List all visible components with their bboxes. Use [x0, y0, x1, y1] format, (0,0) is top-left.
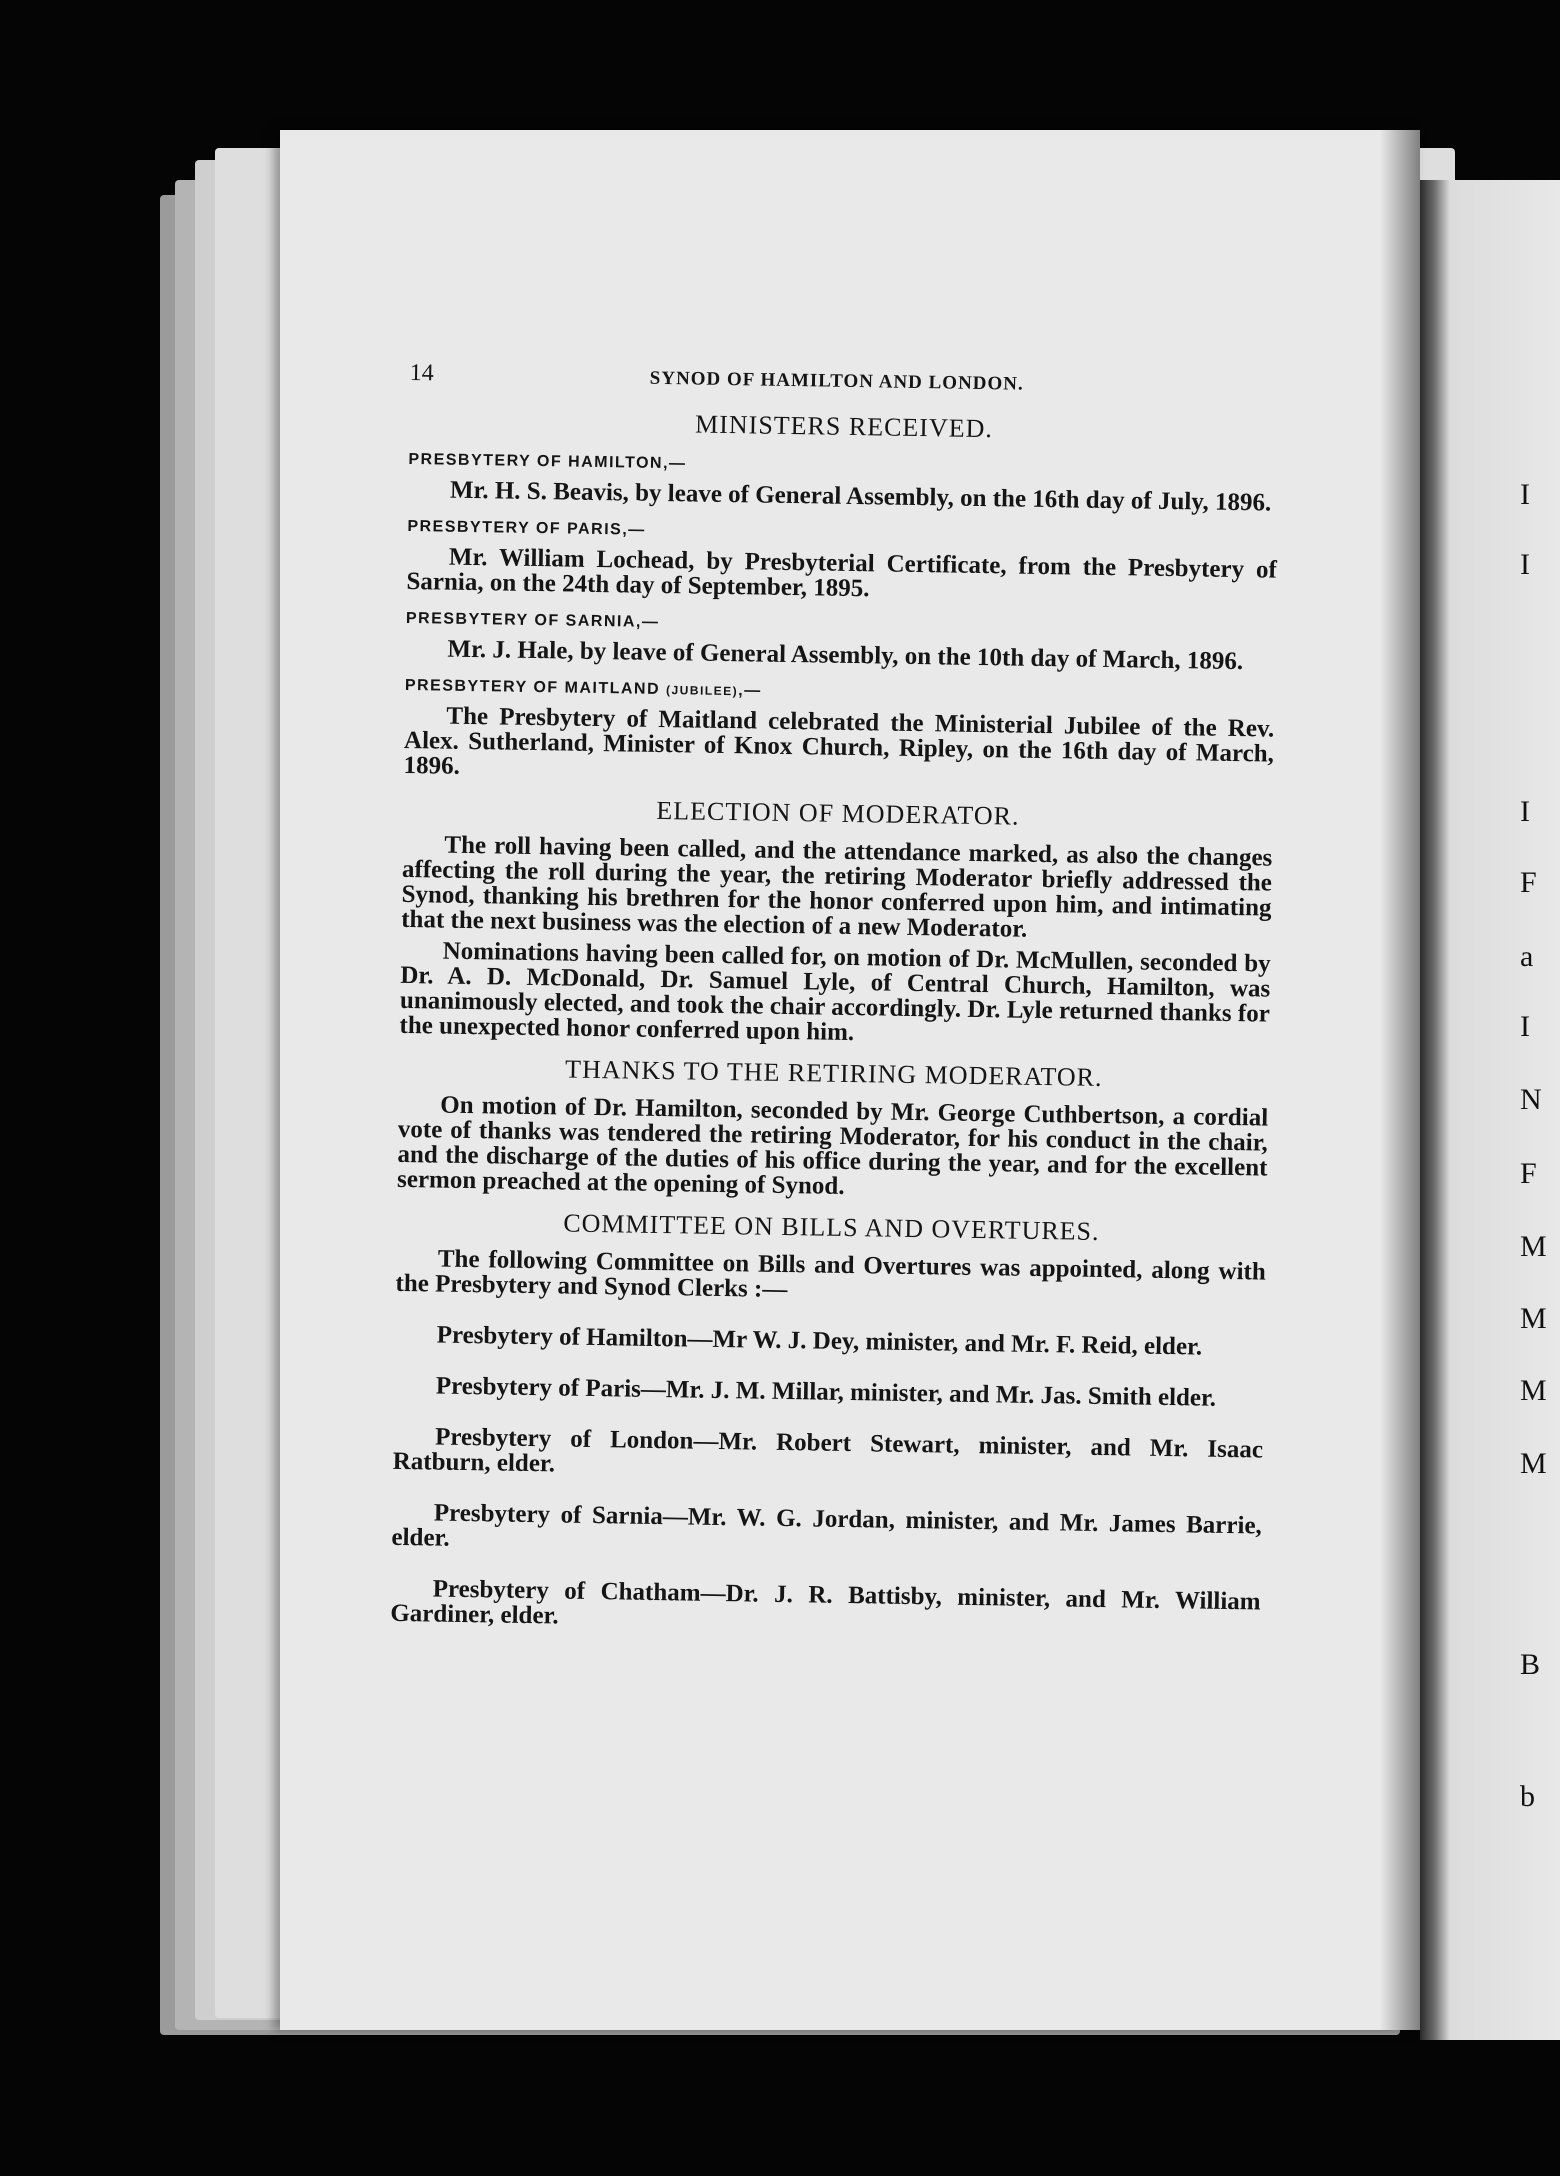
thanks-paragraph: On motion of Dr. Hamilton, seconded by Mr. George Cuthbertson, a cordial vote of thanks was tendered the retiring Moderator, for his conduct in the chair, and the discharge of the duties of his office during the year, and for the excellent sermon preached at the opening of Synod.: [396, 1091, 1269, 1200]
section-title-election: ELECTION OF MODERATOR.: [656, 795, 1020, 831]
election-paragraph: Nominations having been called for, on motion of Dr. McMullen, seconded by Dr. A. D. McDonald, Dr. Samuel Lyle, of Central Church, Hamilton, was unanimously elected, and took the chair accordingly. Dr. Lyle returned thanks for the unexpected honor conferred upon him.: [399, 937, 1271, 1047]
presbytery-heading-end: ,—: [738, 682, 762, 700]
page-number: 14: [409, 360, 434, 387]
facing-page-letter: I: [1520, 795, 1530, 828]
minister-entry: Mr. William Lochead, by Presbyterial Certificate, from the Presbytery of Sarnia, on the 24th day of September, 1895.: [406, 543, 1278, 603]
facing-page-letter: I: [1520, 548, 1530, 581]
section-title-committee: COMMITTEE ON BILLS AND OVERTURES.: [563, 1208, 1100, 1246]
book-page: [280, 130, 1420, 2030]
page-gutter-shadow: [1380, 130, 1420, 2030]
running-head-title: SYNOD OF HAMILTON AND LONDON.: [649, 367, 1024, 395]
facing-page-letter: F: [1520, 866, 1537, 899]
section-title-thanks: THANKS TO THE RETIRING MODERATOR.: [564, 1054, 1103, 1092]
section-title-ministers-received: MINISTERS RECEIVED.: [694, 409, 994, 444]
presbytery-heading-note: (JUBILEE): [665, 683, 739, 699]
facing-page-letter: I: [1520, 1010, 1530, 1043]
committee-intro: The following Committee on Bills and Overtures was appointed, along with the Presbytery and Synod Clerks :—: [395, 1245, 1266, 1304]
facing-page-letter: I: [1520, 478, 1530, 511]
presbytery-heading: PRESBYTERY OF HAMILTON,—: [408, 450, 687, 473]
running-head: [410, 360, 1280, 401]
facing-page-letter: a: [1520, 940, 1534, 973]
committee-member: Presbytery of London—Mr. Robert Stewart, minister, and Mr. Isaac Ratburn, elder.: [392, 1423, 1264, 1478]
election-paragraph: The roll having been called, and the attendance marked, as also the changes affecting the roll during the year, the retiring Moderator briefly addressed the Synod, thanking his brethren for the honor conferred upon him, and intimating that the next business was the election of a new Moderator.: [400, 831, 1273, 943]
facing-page-letter: M: [1520, 1374, 1547, 1407]
facing-page-letter: F: [1520, 1157, 1537, 1190]
facing-page-letter: b: [1520, 1780, 1535, 1813]
presbytery-heading: PRESBYTERY OF SARNIA,—: [405, 609, 660, 631]
committee-member: Presbytery of Hamilton—Mr W. J. Dey, minister, and Mr. F. Reid, elder.: [436, 1321, 1203, 1361]
minister-entry: The Presbytery of Maitland celebrated the Ministerial Jubilee of the Rev. Alex. Sutherland, Minister of Knox Church, Ripley, on the 16th day of March, 1896.: [403, 702, 1275, 780]
page-content: [390, 360, 1280, 1662]
facing-page-letter: N: [1520, 1083, 1542, 1116]
presbytery-heading: PRESBYTERY OF PARIS,—: [407, 517, 646, 539]
facing-page-letter: M: [1520, 1447, 1547, 1480]
committee-member: Presbytery of Sarnia—Mr. W. G. Jordan, minister, and Mr. James Barrie, elder.: [391, 1499, 1263, 1552]
facing-page-letter: M: [1520, 1302, 1547, 1335]
facing-page-letter: M: [1520, 1230, 1547, 1263]
minister-entry: Mr. J. Hale, by leave of General Assembly, on the 10th day of March, 1896.: [447, 635, 1244, 676]
presbytery-heading-main: PRESBYTERY OF MAITLAND: [404, 676, 667, 699]
facing-page-letter: B: [1520, 1648, 1541, 1681]
minister-entry: Mr. H. S. Beavis, by leave of General Assembly, on the 16th day of July, 1896.: [449, 476, 1272, 517]
committee-member: Presbytery of Paris—Mr. J. M. Millar, minister, and Mr. Jas. Smith elder.: [435, 1372, 1217, 1412]
committee-member: Presbytery of Chatham—Dr. J. R. Battisby, minister, and Mr. William Gardiner, elder.: [390, 1575, 1261, 1630]
